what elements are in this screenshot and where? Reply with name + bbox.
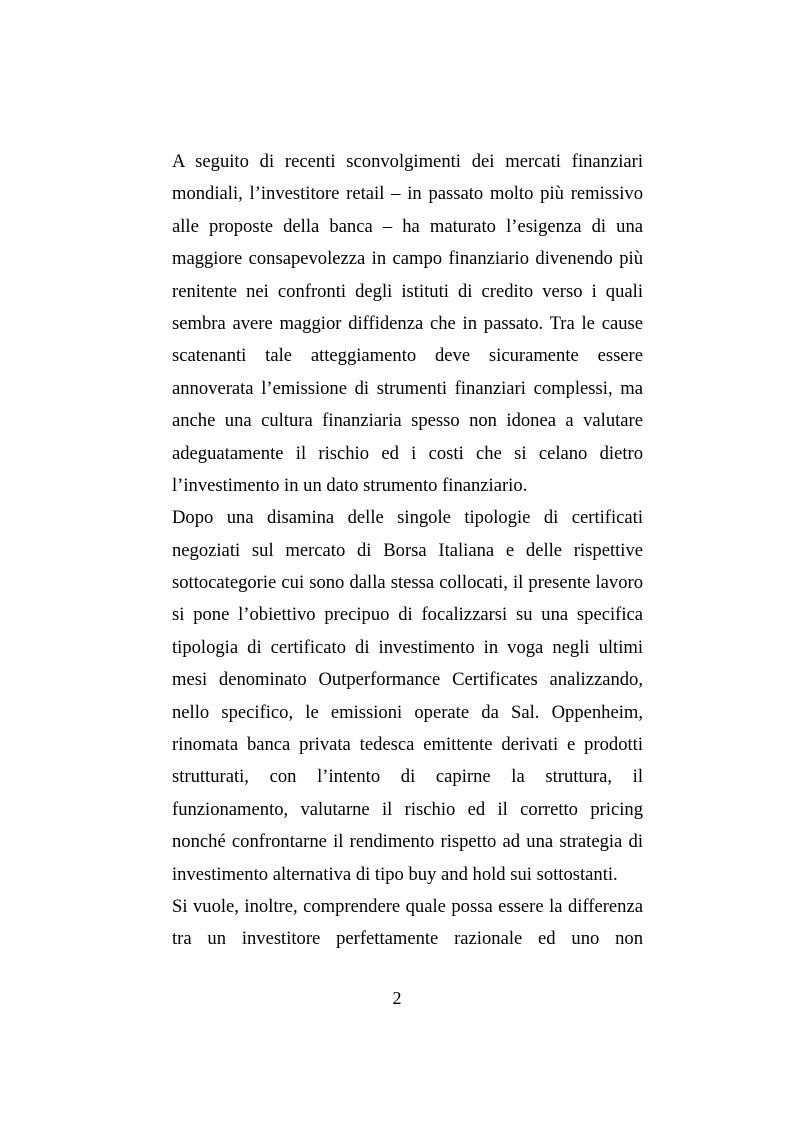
text-line: alle proposte della banca – ha maturato l’esigenza di una <box>172 215 643 237</box>
text-line: mondiali, l’investitore retail – in passato molto più remissivo <box>172 183 643 205</box>
text-line: anche una cultura finanziaria spesso non idonea a valutare <box>172 410 643 432</box>
text-line: investimento alternativa di tipo buy and hold sui sottostanti. <box>172 863 618 885</box>
text-line: funzionamento, valutarne il rischio ed il corretto pricing <box>172 798 643 820</box>
text-line: nonché confrontarne il rendimento rispetto ad una strategia di <box>172 831 643 853</box>
text-line: si pone l’obiettivo precipuo di focalizzarsi su una specifica <box>172 604 643 626</box>
text-line: renitente nei confronti degli istituti di credito verso i quali <box>172 280 643 302</box>
text-line: tra un investitore perfettamente razionale ed uno non <box>172 928 643 950</box>
text-line: rinomata banca privata tedesca emittente derivati e prodotti <box>172 734 643 756</box>
text-line: sembra avere maggior diffidenza che in passato. Tra le cause <box>172 312 643 334</box>
text-line: Si vuole, inoltre, comprendere quale possa essere la differenza <box>172 895 643 917</box>
text-line: strutturati, con l’intento di capirne la struttura, il <box>172 766 643 788</box>
text-line: negoziati sul mercato di Borsa Italiana e delle rispettive <box>172 539 643 561</box>
text-line: Dopo una disamina delle singole tipologie di certificati <box>172 507 643 529</box>
text-line: adeguatamente il rischio ed i costi che si celano dietro <box>172 442 643 464</box>
text-line: l’investimento in un dato strumento finanziario. <box>172 474 528 496</box>
text-line: tipologia di certificato di investimento in voga negli ultimi <box>172 636 643 658</box>
text-line: mesi denominato Outperformance Certificates analizzando, <box>172 669 643 691</box>
text-line: A seguito di recenti sconvolgimenti dei mercati finanziari <box>172 151 643 172</box>
body-text <box>172 146 643 956</box>
text-line: scatenanti tale atteggiamento deve sicuramente essere <box>172 345 643 367</box>
text-line: maggiore consapevolezza in campo finanziario divenendo più <box>172 248 643 270</box>
text-line: nello specifico, le emissioni operate da Sal. Oppenheim, <box>172 701 643 723</box>
text-line: sottocategorie cui sono dalla stessa collocati, il presente lavoro <box>172 572 643 594</box>
text-line: annoverata l’emissione di strumenti finanziari complessi, ma <box>172 377 643 399</box>
page-number: 2 <box>392 988 402 1008</box>
